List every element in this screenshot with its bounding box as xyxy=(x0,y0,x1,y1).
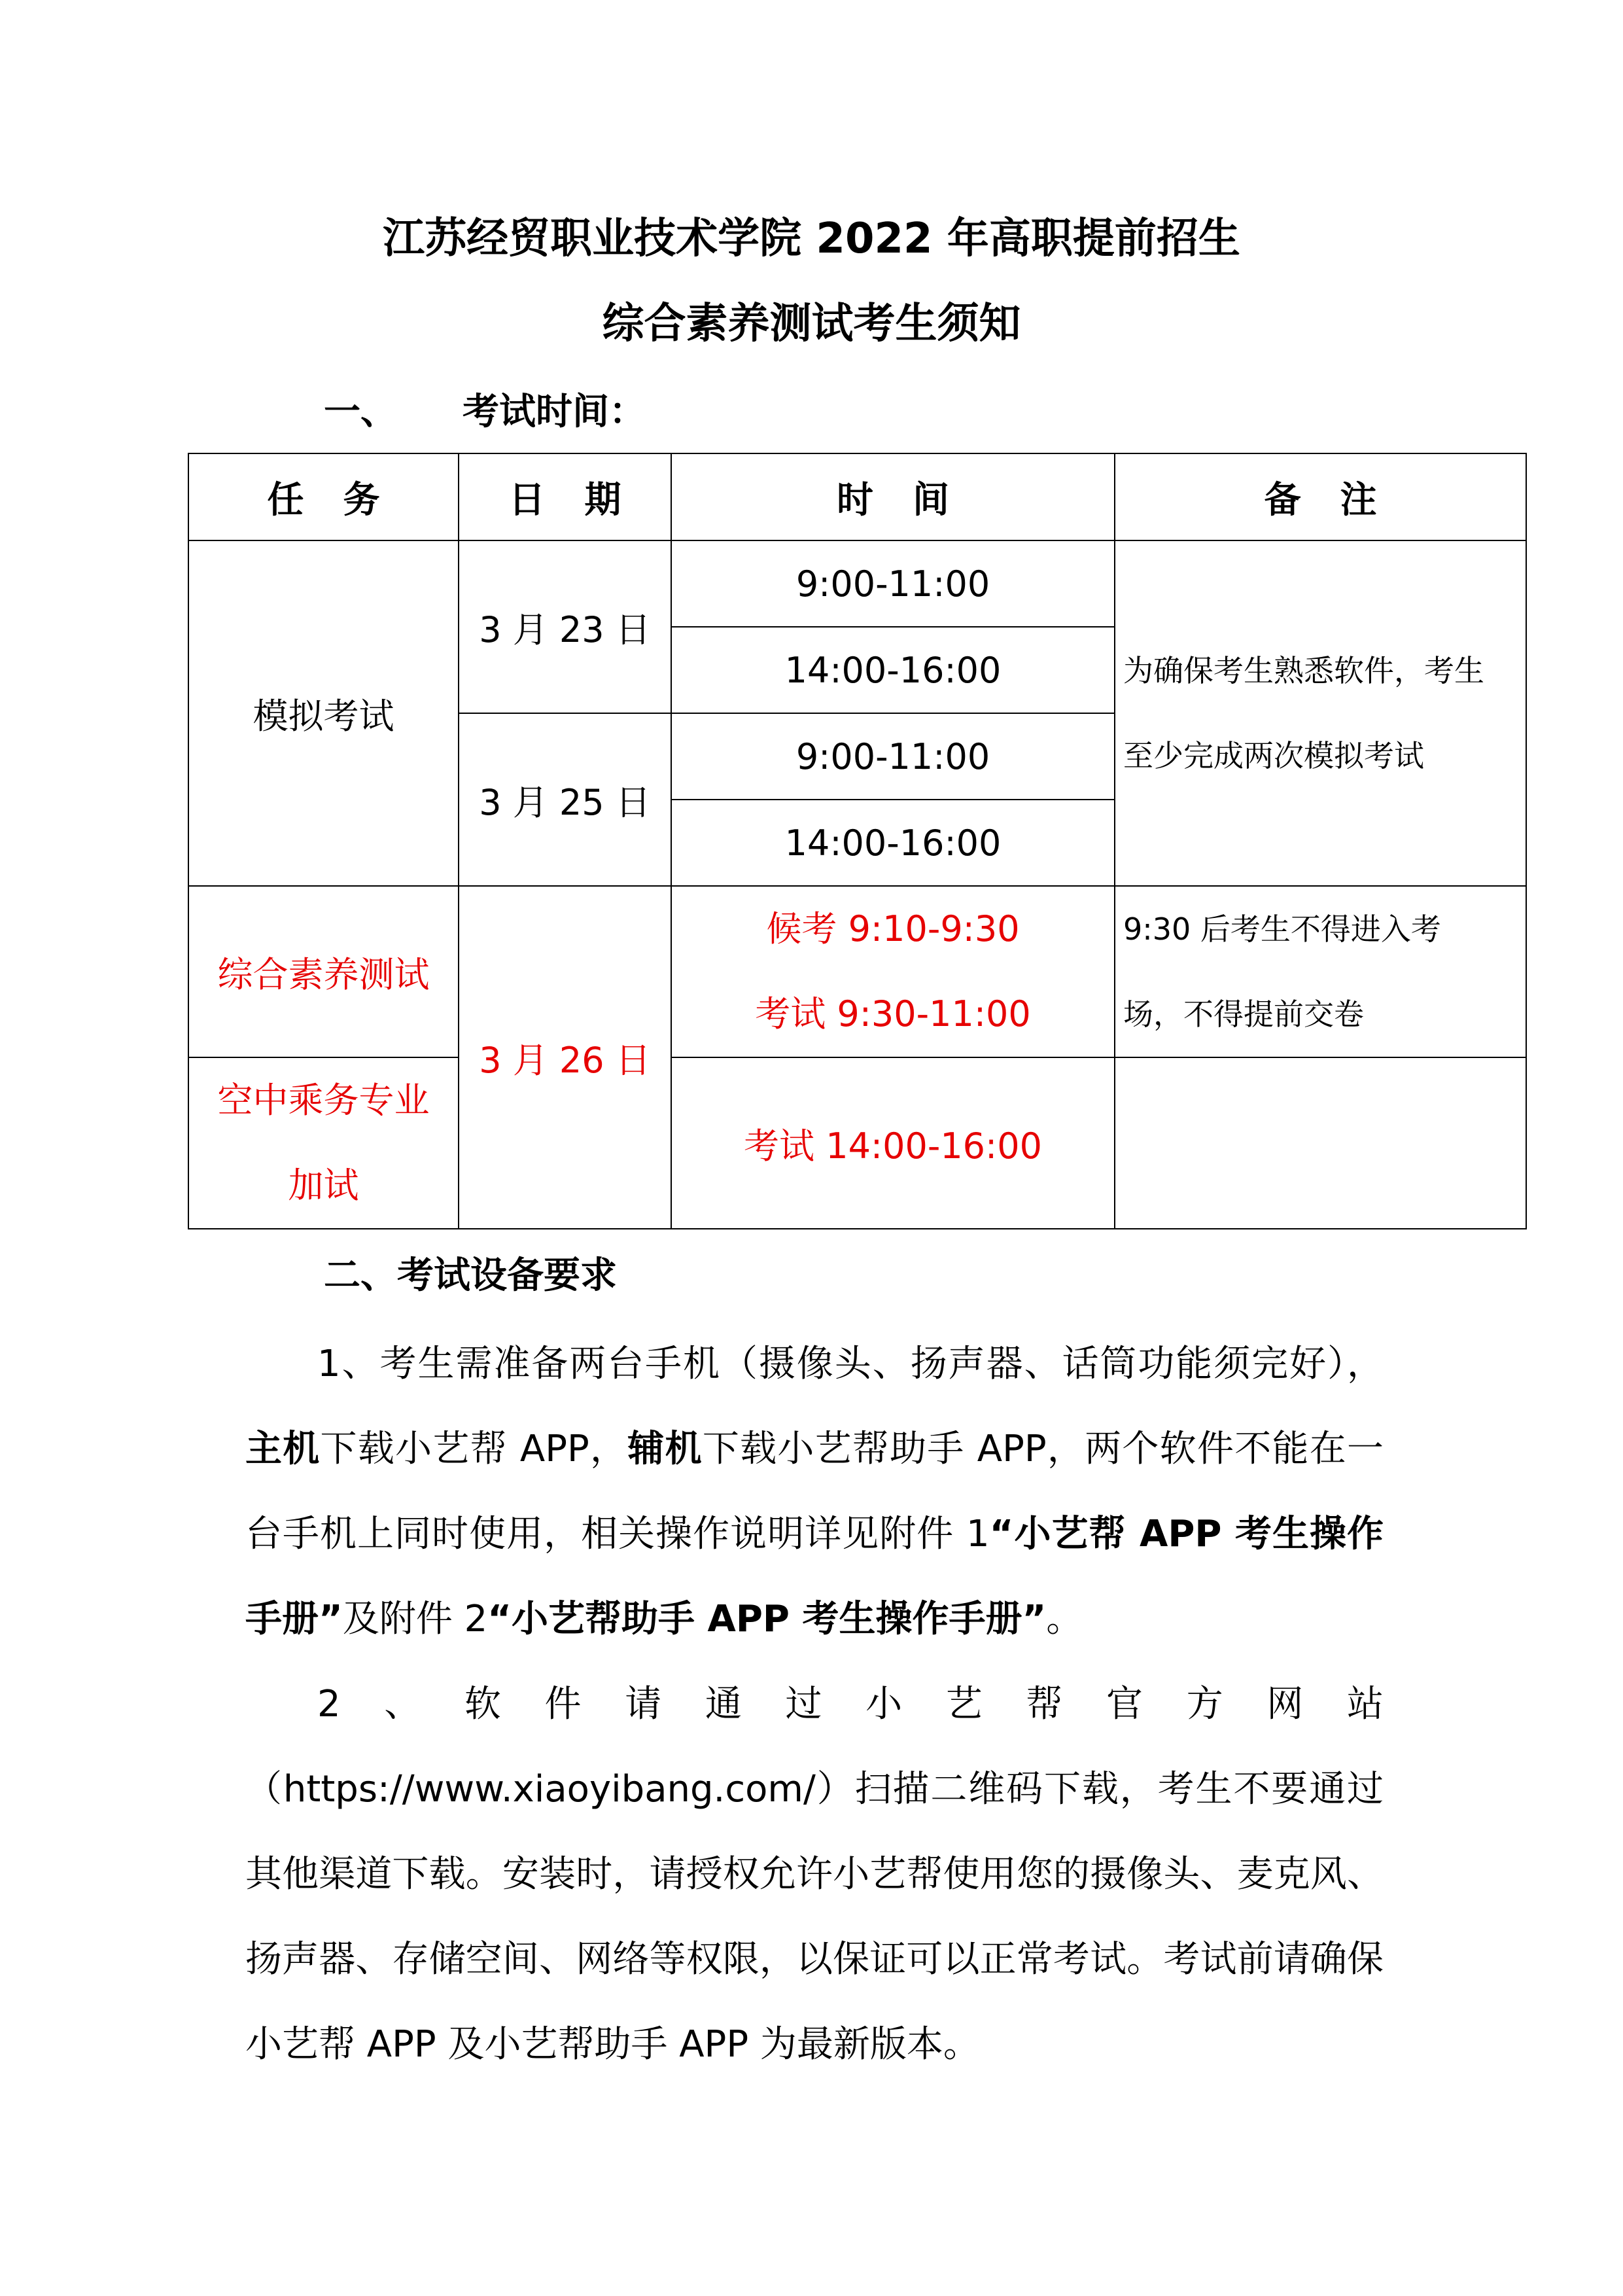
mock-task-cell: 模拟考试 xyxy=(188,540,459,886)
header-date: 日期 xyxy=(459,453,671,540)
exam-schedule-table xyxy=(188,453,1527,1229)
mock-date-2: 3 月 25 日 xyxy=(459,713,671,886)
test-wait-time: 候考 9:10-9:30 xyxy=(766,908,1020,949)
table-row xyxy=(188,1057,1526,1229)
para1-text-e: 下载小艺帮助手 APP，两个软件不能在一台手机上同时使用，相关操作说明详见附件 1 xyxy=(245,1428,1384,1555)
mock-time-1: 9:00-11:00 xyxy=(671,540,1115,627)
para1-text-g: 及附件 2 xyxy=(342,1598,488,1640)
paragraph-software-download xyxy=(245,1662,1384,2087)
para1-main-phone: 主机 xyxy=(245,1428,321,1470)
document-title-line2: 综合素养测试考生须知 xyxy=(602,300,1021,348)
section-number: 一、 xyxy=(324,391,397,433)
extra-note-cell xyxy=(1115,1057,1526,1229)
table-row xyxy=(188,886,1526,1057)
mock-note-line2: 至少完成两次模拟考试 xyxy=(1123,738,1424,773)
para2-rest: 扫描二维码下载，考生不要通过其他渠道下载。安装时，请授权允许小艺帮使用您的摄像头、麦克风、扬声器、存储空间、网络等权限，以保证可以正常考试。考试前请确保小艺帮 APP 及小艺帮助手 APP 为最新版本。 xyxy=(245,1768,1384,2066)
test-date-cell: 3 月 26 日 xyxy=(459,886,671,1229)
mock-note-cell xyxy=(1115,540,1526,886)
mock-date-1: 3 月 23 日 xyxy=(459,540,671,713)
test-time-cell xyxy=(671,886,1115,1057)
table-header-row xyxy=(188,453,1526,540)
para1-text-i: 。 xyxy=(1046,1598,1083,1640)
document-title-line1: 江苏经贸职业技术学院 2022 年高职提前招生 xyxy=(383,215,1240,263)
mock-time-4: 14:00-16:00 xyxy=(671,800,1115,886)
test-exam-time: 考试 9:30-11:00 xyxy=(755,993,1031,1034)
extra-exam-time: 考试 14:00-16:00 xyxy=(671,1057,1115,1229)
header-note: 备注 xyxy=(1115,453,1526,540)
section-heading-exam-time xyxy=(324,386,646,438)
section-heading-device: 二、考试设备要求 xyxy=(324,1254,617,1297)
mock-time-3: 9:00-11:00 xyxy=(671,713,1115,800)
table-row xyxy=(188,540,1526,627)
para1-manual-1: “小艺帮 APP 考生操作手册” xyxy=(245,1513,1384,1640)
para1-manual-2: “小艺帮助手 APP 考生操作手册” xyxy=(487,1598,1047,1640)
test-note-line2: 场，不得提前交卷 xyxy=(1123,997,1364,1032)
extra-task-line2: 加试 xyxy=(288,1165,359,1206)
test-task-cell: 综合素养测试 xyxy=(188,886,459,1057)
test-note-line1: 9:30 后考生不得进入考 xyxy=(1123,911,1441,947)
mock-time-2: 14:00-16:00 xyxy=(671,627,1115,713)
mock-note-line1: 为确保考生熟悉软件，考生 xyxy=(1123,653,1484,688)
para2-text: 2、软件请通过小艺帮官方网站 xyxy=(317,1683,1384,1725)
extra-task-line1: 空中乘务专业 xyxy=(217,1080,430,1121)
para1-text-a: 1、考生需准备两台手机（摄像头、扬声器、话筒功能须完好）， xyxy=(317,1343,1384,1385)
section-label: 考试时间： xyxy=(462,391,646,433)
para1-text-c: 下载小艺帮 APP， xyxy=(320,1428,628,1470)
para1-aux-phone: 辅机 xyxy=(627,1428,703,1470)
header-task: 任务 xyxy=(188,453,459,540)
paragraph-device-requirement xyxy=(245,1322,1384,1662)
official-website-link[interactable]: （https://www.xiaoyibang.com/） xyxy=(245,1768,855,1810)
test-note-cell xyxy=(1115,886,1526,1057)
extra-task-cell xyxy=(188,1057,459,1229)
header-time: 时间 xyxy=(671,453,1115,540)
